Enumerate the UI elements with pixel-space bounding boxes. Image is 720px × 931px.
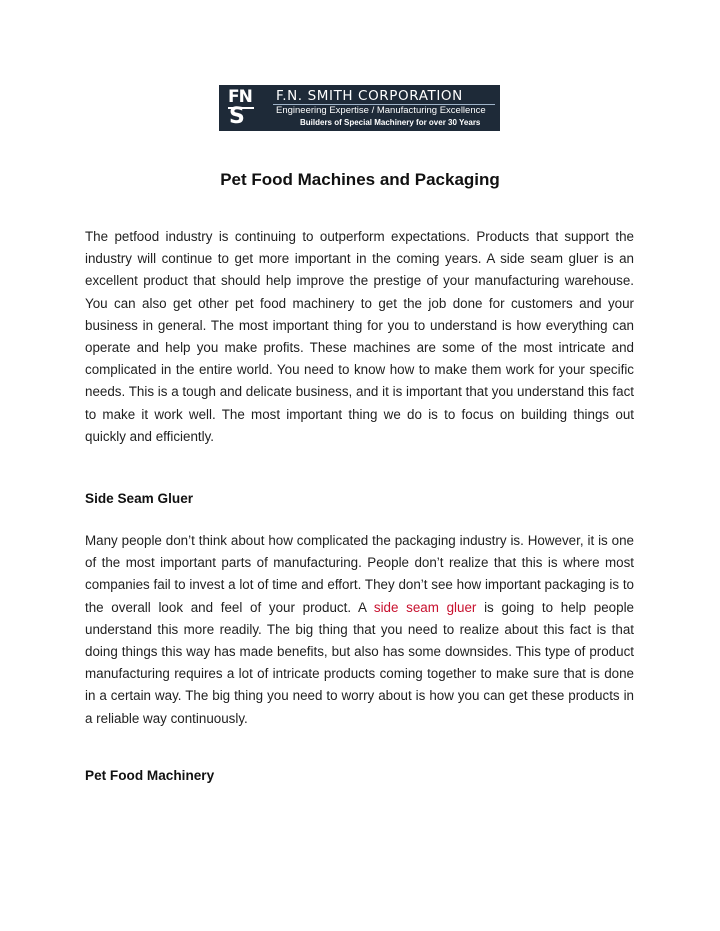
document-title: Pet Food Machines and Packaging xyxy=(220,170,500,189)
logo-tagline: Engineering Expertise / Manufacturing Excellence xyxy=(276,105,486,116)
section-heading-side-seam-gluer: Side Seam Gluer xyxy=(85,491,194,506)
paragraph-text-after-link: is going to help people understand this more readily. The big thing that you need to realize about this fact is that doing things this way has made benefits, but also has some downsides. This type of product manufacturing requires a lot of intricate products coming together to make sure that is done in a certain way. The big thing you need to worry about is how you can get these products in a reliable way continuously. xyxy=(85,599,634,726)
company-logo xyxy=(219,85,500,131)
section-heading-pet-food-machinery: Pet Food Machinery xyxy=(85,768,215,783)
monogram-bottom: S xyxy=(229,104,244,129)
logo-subtagline: Builders of Special Machinery for over 30 Years xyxy=(300,118,481,127)
intro-paragraph: The petfood industry is continuing to outperform expectations. Products that support the industry will continue to get more important in the coming years. A side seam gluer is an excellent product that should help improve the prestige of your manufacturing warehouse. You can also get other pet food machinery to get the job done for customers and your business in general. The most important thing for you to understand is how everything can operate and help you make profits. These machines are some of the most intricate and complicated in the entire world. You need to know how to make them work for your specific needs. This is a tough and delicate business, and it is important that you understand this fact to make it work well. The most important thing we do is to focus on building things out quickly and efficiently. xyxy=(85,229,634,444)
monogram-top: FN xyxy=(228,87,252,107)
side-seam-gluer-paragraph xyxy=(85,530,634,730)
side-seam-gluer-link[interactable]: side seam gluer xyxy=(373,599,477,615)
fns-monogram xyxy=(226,87,260,129)
paragraph-text-before-link: Many people don’t think about how complicated the packaging industry is. However, it is one of the most important parts of manufacturing. People don’t realize that this is where most companies fail to invest a lot of time and effort. They don’t see how important packaging is to the overall look and feel of your product. A xyxy=(85,533,634,615)
logo-company-name: F.N. SMITH CORPORATION xyxy=(276,88,463,104)
